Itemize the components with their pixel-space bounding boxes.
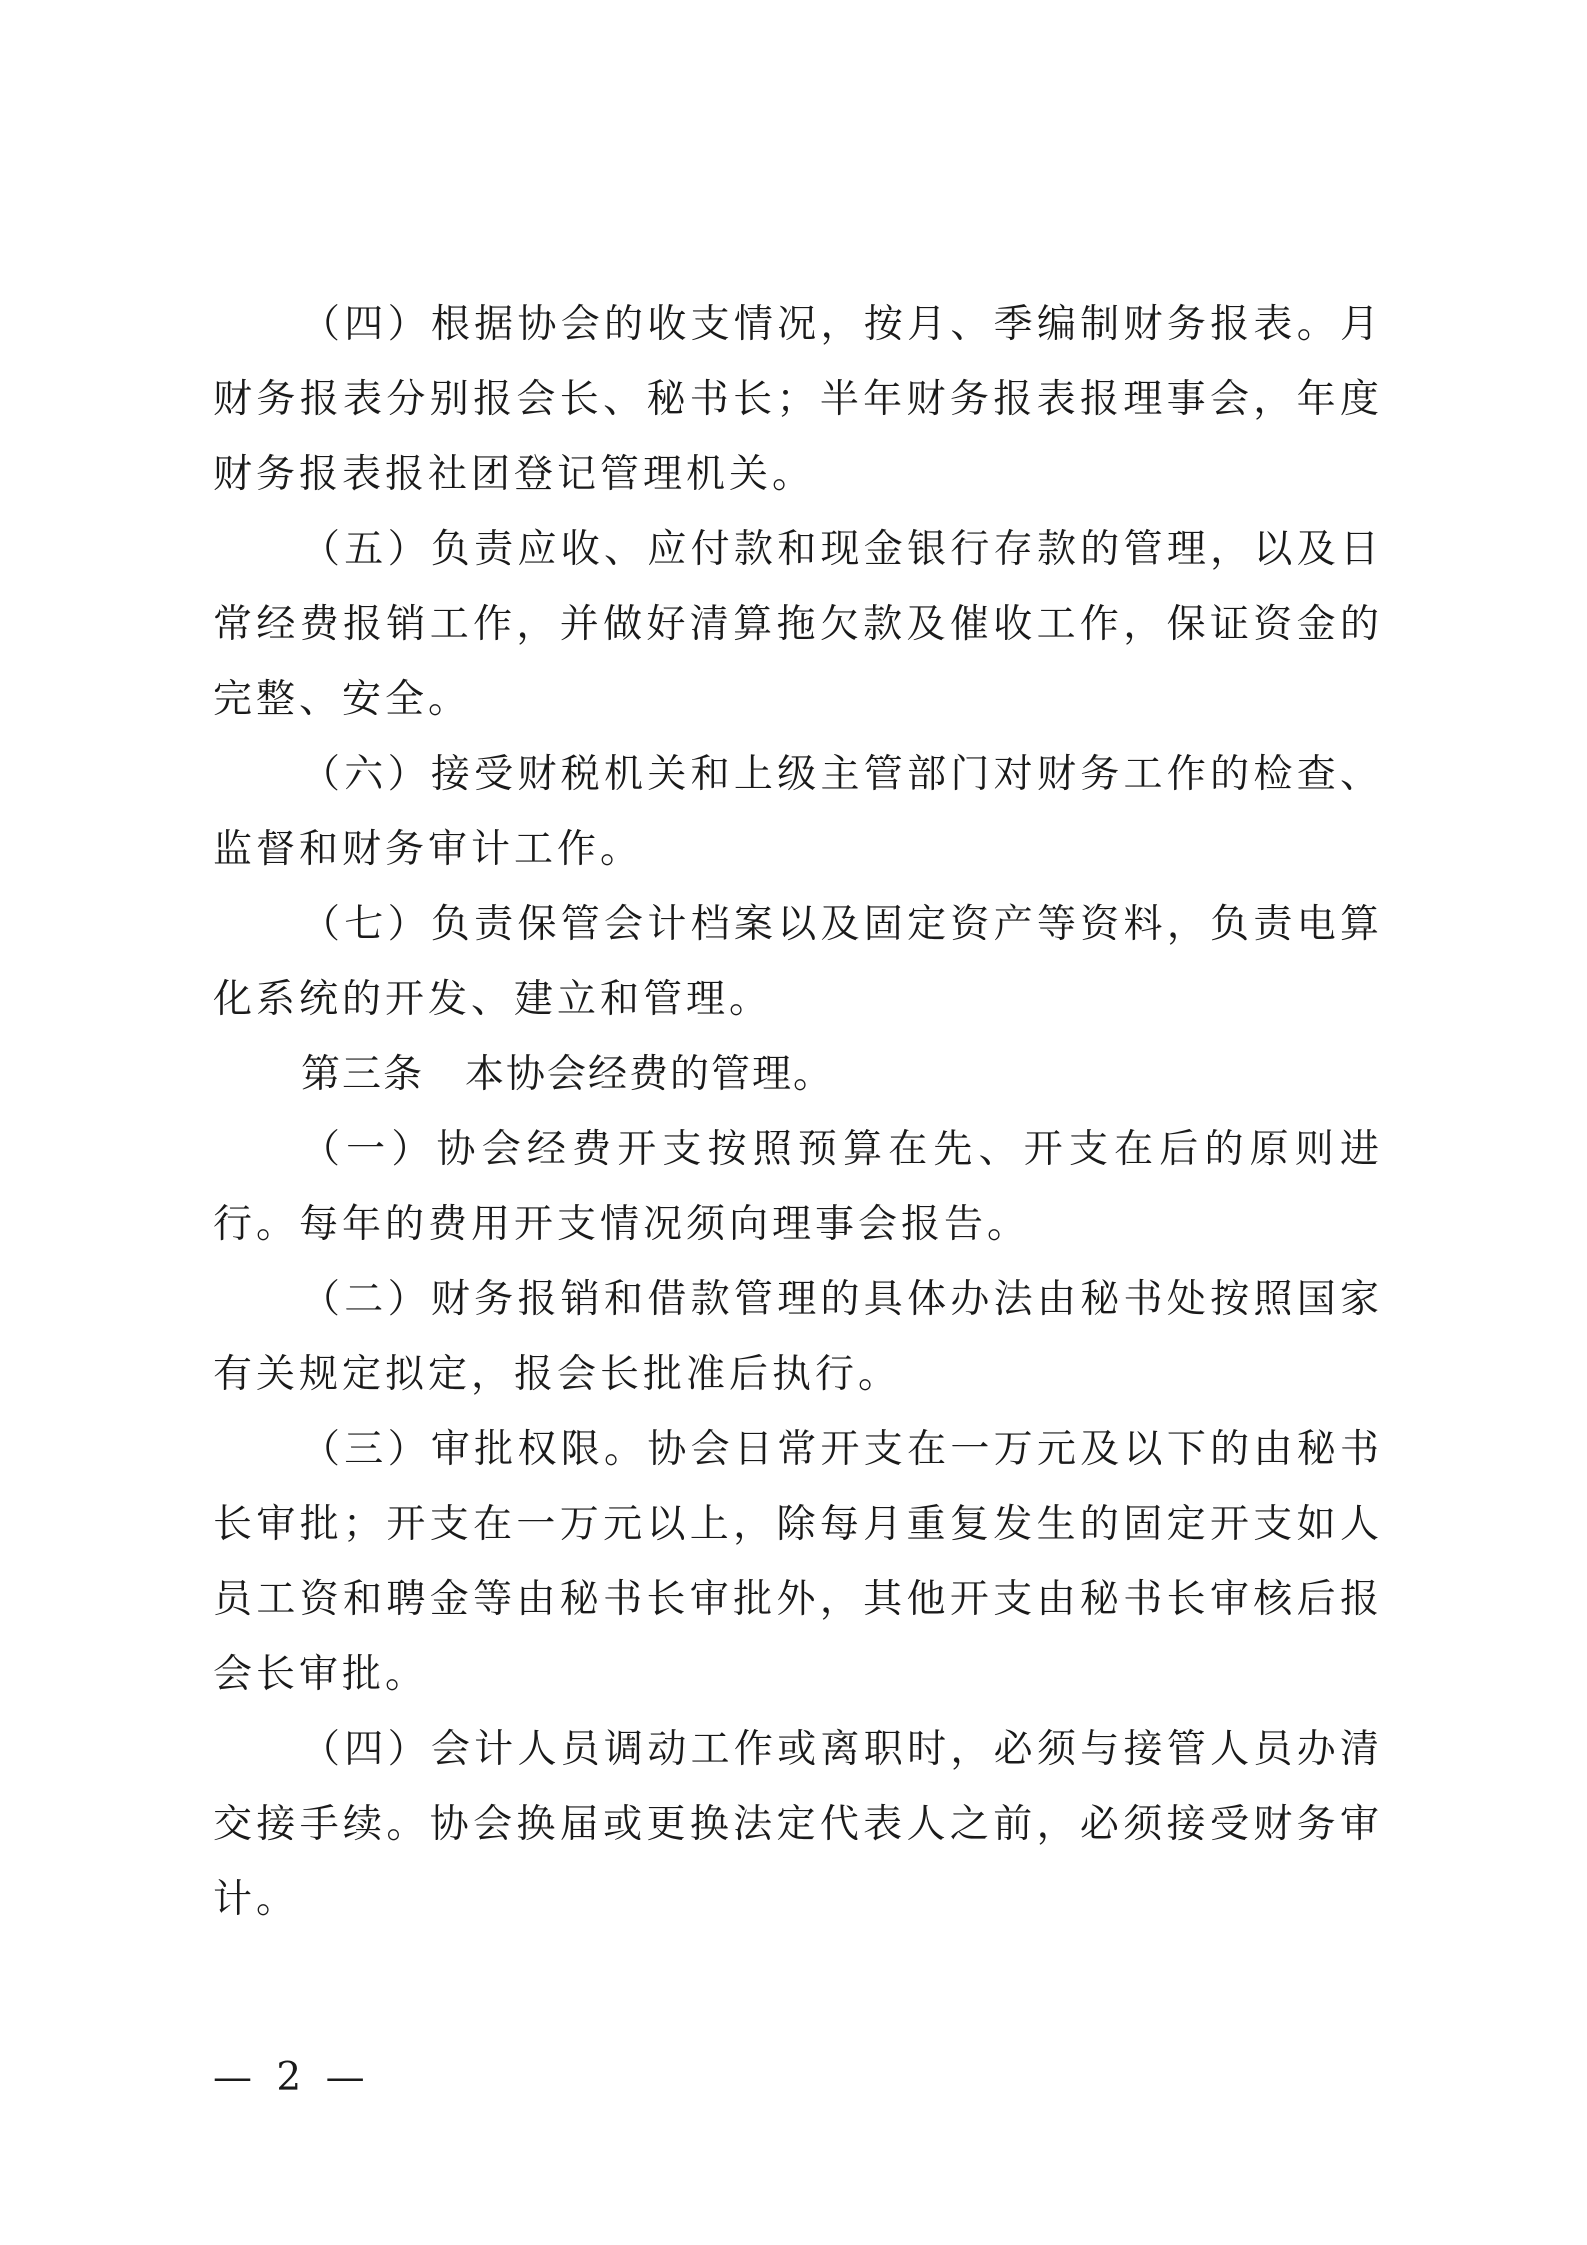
paragraph-reimbursement-rules: （二）财务报销和借款管理的具体办法由秘书处按照国家有关规定拟定，报会长批准后执行。 bbox=[213, 1277, 1383, 1397]
paragraph-budget-principle: （一）协会经费开支按照预算在先、开支在后的原则进行。每年的费用开支情况须向理事会报告。 bbox=[213, 1127, 1383, 1247]
paragraph-approval-authority: （三）审批权限。协会日常开支在一万元及以下的由秘书长审批；开支在一万元以上，除每月重复发生的固定开支如人员工资和聘金等由秘书长审批外，其他开支由秘书长审核后报会长审批。 bbox=[213, 1427, 1383, 1697]
document-body bbox=[213, 287, 1383, 1937]
paragraph-audit-supervision: （六）接受财税机关和上级主管部门对财务工作的检查、监督和财务审计工作。 bbox=[213, 752, 1383, 872]
paragraph-financial-reports: （四）根据协会的收支情况，按月、季编制财务报表。月财务报表分别报会长、秘书长；半年财务报表报理事会，年度财务报表报社团登记管理机关。 bbox=[213, 302, 1383, 497]
paragraph-receivables-management: （五）负责应收、应付款和现金银行存款的管理，以及日常经费报销工作，并做好清算拖欠款及催收工作，保证资金的完整、安全。 bbox=[213, 527, 1383, 722]
paragraph-handover-audit: （四）会计人员调动工作或离职时，必须与接管人员办清交接手续。协会换届或更换法定代表人之前，必须接受财务审计。 bbox=[213, 1727, 1383, 1922]
paragraph-accounting-archives: （七）负责保管会计档案以及固定资产等资料，负责电算化系统的开发、建立和管理。 bbox=[213, 902, 1383, 1022]
page-number: — 2 — bbox=[213, 2055, 371, 2100]
article-three-heading: 第三条 本协会经费的管理。 bbox=[301, 1052, 835, 1097]
